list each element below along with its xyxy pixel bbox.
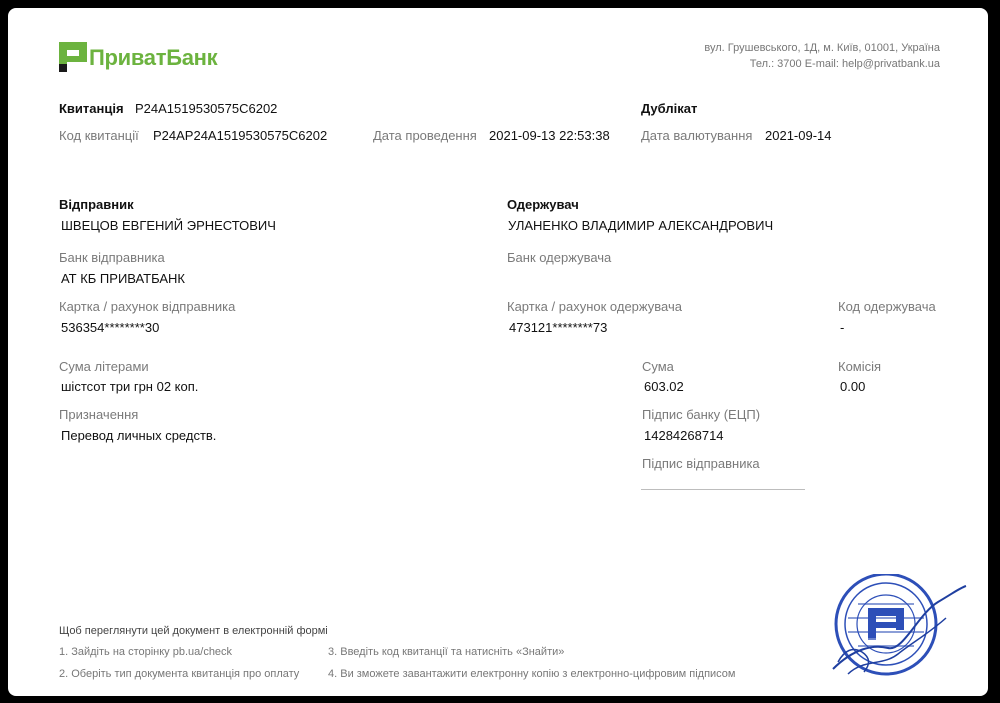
- footer-step-3: 3. Введіть код квитанції та натисніть «Знайти»: [328, 646, 565, 658]
- receipt-code-label: Код квитанції: [59, 128, 139, 143]
- privatbank-logo: [59, 42, 218, 72]
- date-value: 2021-09-13 22:53:38: [489, 128, 610, 143]
- recipient-card-value: 473121********73: [509, 320, 608, 335]
- amount-words-value: шістсот три грн 02 коп.: [61, 379, 199, 394]
- privatbank-logo-icon: [59, 42, 87, 72]
- purpose-label: Призначення: [59, 407, 139, 422]
- recipient-code-value: -: [840, 320, 845, 335]
- bank-stamp-icon: [828, 574, 968, 684]
- sender-heading: Відправник: [59, 197, 134, 212]
- sender-card-label: Картка / рахунок відправника: [59, 299, 236, 314]
- brand-name: ПриватБанк: [89, 45, 218, 70]
- footer-step-2: 2. Оберіть тип документа квитанція про оплату: [59, 668, 300, 680]
- footer-step-4: 4. Ви зможете завантажити електронну копію з електронно-цифровим підписом: [328, 668, 736, 680]
- bank-address: вул. Грушевського, 1Д, м. Київ, 01001, Україна: [704, 42, 940, 54]
- amount-value: 603.02: [644, 379, 684, 394]
- valuation-date-label: Дата валютування: [641, 128, 753, 143]
- receipt-number: P24A1519530575C6202: [135, 101, 278, 116]
- recipient-name: УЛАНЕНКО ВЛАДИМИР АЛЕКСАНДРОВИЧ: [508, 218, 774, 233]
- recipient-heading: Одержувач: [507, 197, 579, 212]
- amount-label: Сума: [642, 359, 674, 374]
- bank-contacts: Тел.: 3700 E-mail: help@privatbank.ua: [749, 58, 940, 70]
- sender-card-value: 536354********30: [61, 320, 160, 335]
- receipt-code-value: P24AP24A1519530575C6202: [153, 128, 328, 143]
- commission-label: Комісія: [838, 359, 882, 374]
- sender-signature-label: Підпис відправника: [642, 456, 760, 471]
- date-label: Дата проведення: [373, 128, 477, 143]
- footer-step-1: 1. Зайдіть на сторінку pb.ua/check: [59, 646, 233, 658]
- sender-bank-label: Банк відправника: [59, 250, 165, 265]
- footer-heading: Щоб переглянути цей документ в електронній формі: [59, 625, 328, 637]
- receipt-title-label: Квитанція: [59, 101, 124, 116]
- receipt-page: [8, 8, 988, 696]
- bank-signature-label: Підпис банку (ЕЦП): [642, 407, 761, 422]
- sender-name: ШВЕЦОВ ЕВГЕНИЙ ЭРНЕСТОВИЧ: [61, 218, 276, 233]
- sender-bank-value: АТ КБ ПРИВАТБАНК: [61, 271, 185, 286]
- recipient-code-label: Код одержувача: [838, 299, 936, 314]
- commission-value: 0.00: [840, 379, 866, 394]
- recipient-bank-label: Банк одержувача: [507, 250, 612, 265]
- amount-words-label: Сума літерами: [59, 359, 149, 374]
- sender-signature-line: [641, 489, 805, 490]
- valuation-date-value: 2021-09-14: [765, 128, 832, 143]
- bank-signature-value: 14284268714: [644, 428, 724, 443]
- recipient-card-label: Картка / рахунок одержувача: [507, 299, 682, 314]
- purpose-value: Перевод личных средств.: [61, 428, 217, 443]
- duplicate-label: Дублікат: [641, 101, 698, 116]
